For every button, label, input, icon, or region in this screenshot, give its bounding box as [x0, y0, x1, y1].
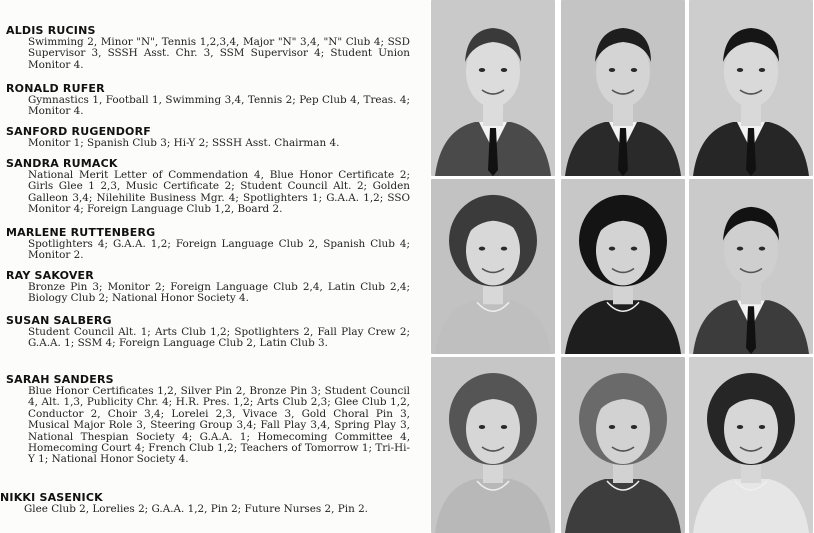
senior-name: SARAH SANDERS	[6, 373, 114, 386]
senior-entry	[0, 82, 420, 118]
senior-activities: National Merit Letter of Commendation 4, Blue Honor Certificate 2; Girls Glee 1 2,3, Music Certificate 2; Student Council Alt. 2; Golden Galleon 3,4; Nilehilite Business Mgr. 4; Spotlighters 1; G.A.A. 1,2; SSO Monitor 4; Foreign Language Club 1,2, Board 2.	[28, 169, 410, 216]
senior-entry	[0, 24, 420, 71]
senior-name: RAY SAKOVER	[6, 269, 94, 282]
portrait-photo-female	[561, 179, 685, 354]
portrait-photo-female	[689, 357, 813, 533]
senior-name: MARLENE RUTTENBERG	[6, 226, 156, 239]
portrait-photo-male	[689, 0, 813, 176]
portrait-photo-female	[431, 179, 555, 354]
portrait-photo-female	[431, 357, 555, 533]
senior-activities: Bronze Pin 3; Monitor 2; Foreign Language Club 2,4, Latin Club 2,4; Biology Club 2; National Honor Society 4.	[28, 281, 410, 305]
portrait-photo-female	[561, 357, 685, 533]
senior-name: RONALD RUFER	[6, 82, 105, 95]
senior-activities: Blue Honor Certificates 1,2, Silver Pin 2, Bronze Pin 3; Student Council 4, Alt. 1,3, Publicity Chr. 4; H.R. Pres. 1,2; Arts Club 2,3; Glee Club 1,2, Conductor 2, Choir 3,4; Lorelei 2,3, Vivace 3, Gold Choral Pin 3, Musical Major Role 3, Steering Group 3,4; Fall Play 3,4, Spring Play 3, National Thespian Society 4; G.A.A. 1; Homecoming Committee 4, Homecoming Court 4; French Club 1,2; Teachers of Tomorrow 1; Tri-Hi-Y 1; National Honor Society 4.	[28, 385, 410, 466]
senior-activities: Swimming 2, Minor "N", Tennis 1,2,3,4, Major "N" 3,4, "N" Club 4; SSD Supervisor 3, SSSH Asst. Chr. 3, SSM Supervisor 4; Student Union Monitor 4.	[28, 36, 410, 71]
senior-entry	[0, 491, 420, 515]
portrait-photo-male	[561, 0, 685, 176]
portrait-photo-male	[431, 0, 555, 176]
portrait-photo-male	[689, 179, 813, 354]
senior-entry	[0, 373, 420, 466]
senior-entry	[0, 269, 420, 305]
senior-entry	[0, 314, 420, 350]
senior-activities: Glee Club 2, Lorelies 2; G.A.A. 1,2, Pin 2; Future Nurses 2, Pin 2.	[24, 503, 368, 515]
senior-activities: Spotlighters 4; G.A.A. 1,2; Foreign Language Club 2, Spanish Club 4; Monitor 2.	[28, 238, 410, 262]
senior-name: SANDRA RUMACK	[6, 157, 118, 170]
senior-activities: Student Council Alt. 1; Arts Club 1,2; Spotlighters 2, Fall Play Crew 2; G.A.A. 1; SSM 4; Foreign Language Club 2, Latin Club 3.	[28, 326, 410, 350]
portrait-photo-grid	[430, 0, 814, 533]
senior-name: SANFORD RUGENDORF	[6, 125, 151, 138]
senior-name: NIKKI SASENICK	[0, 491, 103, 504]
senior-name: SUSAN SALBERG	[6, 314, 112, 327]
senior-entry	[0, 157, 420, 216]
senior-entry	[0, 226, 420, 262]
senior-activities: Monitor 1; Spanish Club 3; Hi-Y 2; SSSH Asst. Chairman 4.	[28, 137, 340, 149]
senior-entry	[0, 125, 420, 149]
senior-activities: Gymnastics 1, Football 1, Swimming 3,4, Tennis 2; Pep Club 4, Treas. 4; Monitor 4.	[28, 94, 410, 118]
senior-name: ALDIS RUCINS	[6, 24, 96, 37]
